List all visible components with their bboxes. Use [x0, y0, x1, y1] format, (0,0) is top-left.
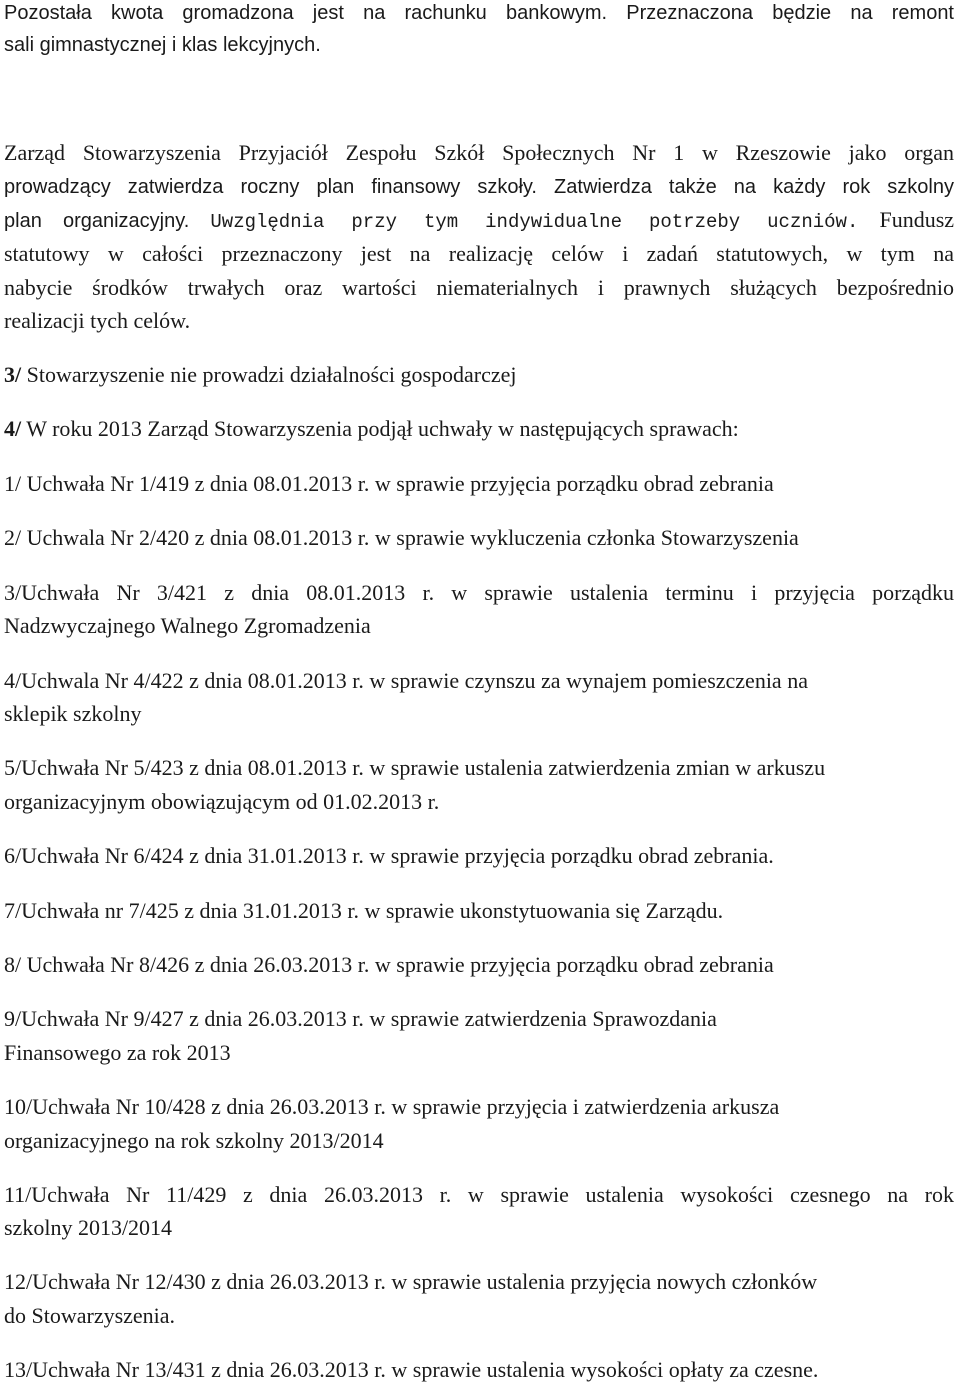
section-4-text: W roku 2013 Zarząd Stowarzyszenia podjął uchwały w następujących sprawach: [21, 416, 739, 441]
resolution-10-line-2: organizacyjnego na rok szkolny 2013/2014 [4, 1128, 384, 1153]
resolution-10-line-1: 10/Uchwała Nr 10/428 z dnia 26.03.2013 r. w sprawie przyjęcia i zatwierdzenia arkusza [4, 1094, 780, 1119]
resolution-2: 2/ Uchwala Nr 2/420 z dnia 08.01.2013 r. w sprawie wykluczenia członka Stowarzyszenia [4, 525, 799, 550]
resolution-3-line-1: 3/Uchwała Nr 3/421 z dnia 08.01.2013 r. w sprawie ustalenia terminu i przyjęcia porządku [4, 580, 954, 605]
resolution-4-line-1: 4/Uchwala Nr 4/422 z dnia 08.01.2013 r. w sprawie czynszu za wynajem pomieszczenia na [4, 668, 808, 693]
resolution-8: 8/ Uchwała Nr 8/426 z dnia 26.03.2013 r. w sprawie przyjęcia porządku obrad zebrania [4, 952, 774, 977]
board-line-6: realizacji tych celów. [4, 308, 191, 333]
resolution-9-line-2: Finansowego za rok 2013 [4, 1040, 231, 1065]
board-line-3b: Uwzględnia przy tym indywidualne potrzeby uczniów. [210, 211, 859, 233]
resolution-3-line-2: Nadzwyczajnego Walnego Zgromadzenia [4, 613, 371, 638]
resolution-11-line-1: 11/Uchwała Nr 11/429 z dnia 26.03.2013 r. w sprawie ustalenia wysokości czesnego na rok [4, 1182, 954, 1207]
intro-line-1: Pozostała kwota gromadzona jest na rachunku bankowym. Przeznaczona będzie na remont [4, 2, 954, 24]
resolution-12-line-1: 12/Uchwała Nr 12/430 z dnia 26.03.2013 r. w sprawie ustalenia przyjęcia nowych członków [4, 1269, 818, 1294]
section-4-number: 4/ [4, 416, 22, 441]
resolution-13: 13/Uchwała Nr 13/431 z dnia 26.03.2013 r. w sprawie ustalenia wysokości opłaty za czesne. [4, 1357, 819, 1382]
resolution-1: 1/ Uchwała Nr 1/419 z dnia 08.01.2013 r. w sprawie przyjęcia porządku obrad zebrania [4, 471, 774, 496]
resolution-11-line-2: szkolny 2013/2014 [4, 1215, 173, 1240]
resolution-6: 6/Uchwała Nr 6/424 z dnia 31.01.2013 r. w sprawie przyjęcia porządku obrad zebrania. [4, 843, 774, 868]
section-3-text: Stowarzyszenie nie prowadzi działalności gospodarczej [21, 362, 517, 387]
board-line-4: statutowy w całości przeznaczony jest na realizację celów i zadań statutowych, w tym na [4, 241, 954, 266]
resolution-4-line-2: sklepik szkolny [4, 701, 142, 726]
section-3 [4, 362, 517, 388]
board-line-3a: plan organizacyjny. [4, 210, 190, 232]
board-line-3c: Fundusz [879, 207, 955, 232]
intro-line-2: sali gimnastycznej i klas lekcyjnych. [4, 34, 321, 56]
resolution-5-line-1: 5/Uchwała Nr 5/423 z dnia 08.01.2013 r. w sprawie ustalenia zatwierdzenia zmian w arkuszu [4, 755, 826, 780]
resolution-12-line-2: do Stowarzyszenia. [4, 1303, 176, 1328]
resolution-7: 7/Uchwała nr 7/425 z dnia 31.01.2013 r. w sprawie ukonstytuowania się Zarządu. [4, 898, 724, 923]
board-line-3 [4, 207, 954, 233]
resolution-5-line-2: organizacyjnym obowiązującym od 01.02.2013 r. [4, 789, 440, 814]
board-line-1: Zarząd Stowarzyszenia Przyjaciół Zespołu Szkół Społecznych Nr 1 w Rzeszowie jako organ [4, 140, 954, 165]
resolution-9-line-1: 9/Uchwała Nr 9/427 z dnia 26.03.2013 r. w sprawie zatwierdzenia Sprawozdania [4, 1006, 717, 1031]
board-line-2: prowadzący zatwierdza roczny plan finansowy szkoły. Zatwierdza także na każdy rok szkolny [4, 176, 954, 198]
section-4 [4, 416, 739, 442]
board-line-5: nabycie środków trwałych oraz wartości niematerialnych i prawnych służących bezpośrednio [4, 275, 954, 300]
section-3-number: 3/ [4, 362, 22, 387]
